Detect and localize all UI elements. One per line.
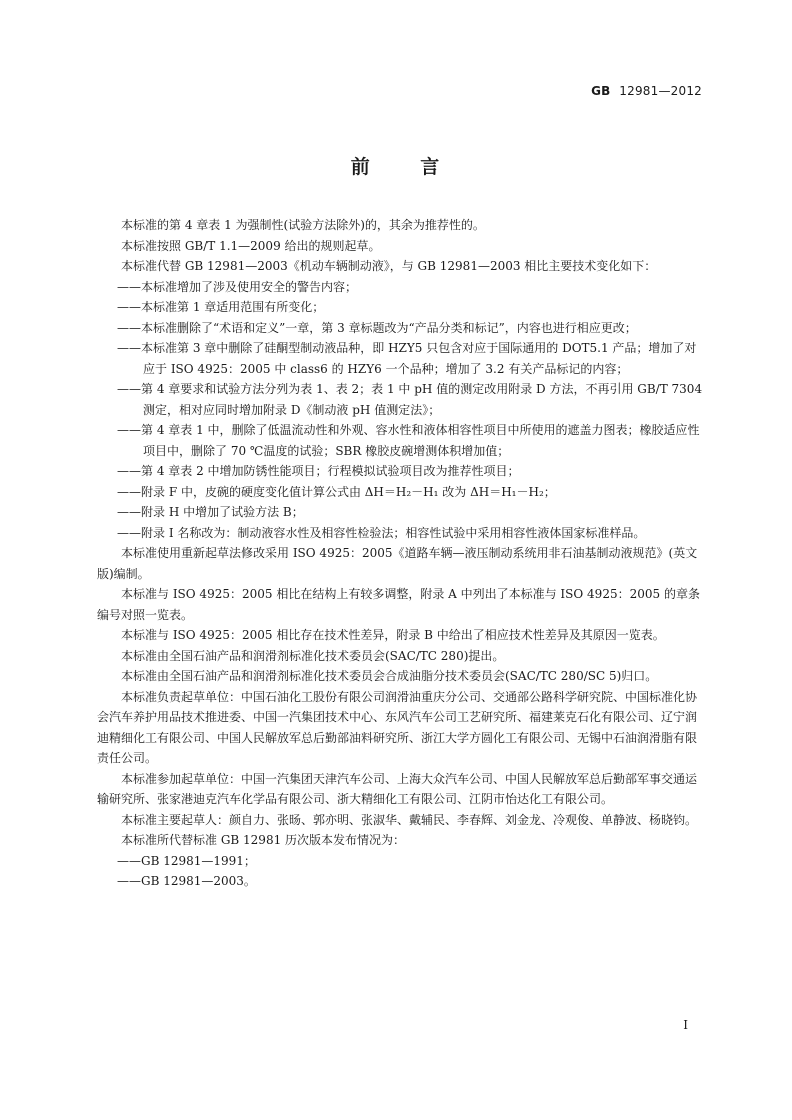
list-item: ——本标准删除了“术语和定义”一章，第 3 章标题改为“产品分类和标记”，内容也进行相应更改； [117,320,637,335]
page-number: I [683,1018,688,1032]
standard-number [591,84,702,98]
paragraph: 本标准与 ISO 4925：2005 相比在结构上有较多调整，附录 A 中列出了本标准与 ISO 4925：2005 的章条编号对照一览表。 [97,587,700,622]
list-item: ——本标准第 3 章中删除了硅酮型制动液品种，即 HZY5 只包含对应于国际通用的 DOT5.1 产品；增加了对应于 ISO 4925：2005 中 class6 的 HZY6 一个品种；增加了 3.2 有关产品标记的内容； [117,341,697,376]
paragraph: 本标准由全国石油产品和润滑剂标准化技术委员会(SAC/TC 280)提出。 [121,648,505,663]
paragraph: 本标准由全国石油产品和润滑剂标准化技术委员会合成油脂分技术委员会(SAC/TC 280/SC 5)归口。 [121,669,658,683]
standard-code: 12981—2012 [619,84,702,98]
list-item: ——GB 12981—2003。 [117,874,256,888]
paragraph: 本标准使用重新起草法修改采用 ISO 4925：2005《道路车辆—液压制动系统用非石油基制动液规范》(英文版)编制。 [97,546,698,581]
paragraph: 本标准所代替标准 GB 12981 历次版本发布情况为： [121,833,406,847]
list-item: ——附录 I 名称改为：制动液容水性及相容性检验法；相容性试验中采用相容性液体国家标准样品。 [117,525,646,540]
paragraph: 本标准代替 GB 12981—2003《机动车辆制动液》，与 GB 12981—2003 相比主要技术变化如下： [121,259,657,273]
list-item: ——本标准第 1 章适用范围有所变化； [117,300,325,314]
paragraph: 本标准主要起草人：颜自力、张旸、郭亦明、张淑华、戴辅民、李春辉、刘金龙、冷观俊、单静波、杨晓钧。 [121,812,698,827]
paragraph: 本标准按照 GB/T 1.1—2009 给出的规则起草。 [121,238,381,253]
paragraph: 本标准的第 4 章表 1 为强制性(试验方法除外)的，其余为推荐性的。 [121,218,485,232]
list-item: ——附录 H 中增加了试验方法 B； [117,505,304,519]
paragraph: 本标准参加起草单位：中国一汽集团天津汽车公司、上海大众汽车公司、中国人民解放军总后勤部军事交通运输研究所、张家港迪克汽车化学品有限公司、浙大精细化工有限公司、江阴市怡达化工有限公司。 [97,771,698,806]
standard-prefix: GB [591,84,611,98]
foreword-body [97,215,703,892]
page-title: 前 言 [350,156,442,178]
paragraph: 本标准与 ISO 4925：2005 相比存在技术性差异，附录 B 中给出了相应技术性差异及其原因一览表。 [121,628,665,642]
list-item: ——第 4 章要求和试验方法分列为表 1、表 2；表 1 中 pH 值的测定改用附录 D 方法，不再引用 GB/T 7304 测定，相对应同时增加附录 D《制动液 pH 值测定法》； [117,382,703,417]
list-item: ——第 4 章表 2 中增加防锈性能项目；行程模拟试验项目改为推荐性项目； [117,464,520,478]
list-item: ——第 4 章表 1 中，删除了低温流动性和外观、容水性和液体相容性项目中所使用的遮盖力图表；橡胶适应性项目中，删除了 70 ℃温度的试验；SBR 橡胶皮碗增测体积增加值； [117,423,700,458]
paragraph: 本标准负责起草单位：中国石油化工股份有限公司润滑油重庆分公司、交通部公路科学研究院、中国标准化协会汽车养护用品技术推进委、中国一汽集团技术中心、东风汽车公司工艺研究所、福建莱克石化有限公司、辽宁润迪精细化工有限公司、中国人民解放军总后勤部油料研究所、浙江大学方圆化工有限公司、无锡中石油润滑脂有限责任公司。 [97,689,698,765]
list-item: ——GB 12981—1991； [117,853,256,868]
list-item: ——本标准增加了涉及使用安全的警告内容； [117,279,358,294]
list-item: ——附录 F 中，皮碗的硬度变化值计算公式由 ΔH＝H₂－H₁ 改为 ΔH＝H₁－H₂； [117,484,556,499]
